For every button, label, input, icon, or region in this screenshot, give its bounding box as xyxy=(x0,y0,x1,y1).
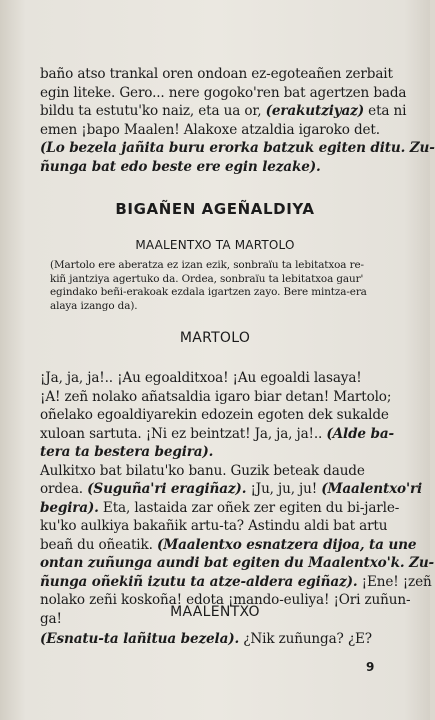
text-line xyxy=(40,84,407,103)
italic-segment: (Maalentxo esnatzera dijoa, ta une xyxy=(156,536,417,553)
text-segment: xuloan sartuta. ¡Ni ez beintzat! Ja, ja, ja!.. xyxy=(40,425,327,442)
text-segment: bildu ta estutu'ko naiz, eta ua or, xyxy=(40,103,266,119)
paragraph-2 xyxy=(40,369,435,628)
text-line xyxy=(40,480,422,499)
stage-direction-line: (Martolo ere aberatza ez izan ezik, sonbraïu ta lebitatxoa re- xyxy=(50,259,364,271)
italic-segment: (Alde ba- xyxy=(326,425,395,442)
text-segment: Eta, lastaida zar oñek zer egiten du bi-jarle- xyxy=(98,499,400,516)
page-number: 9 xyxy=(366,660,375,674)
italic-segment: begira). xyxy=(40,499,99,516)
text-segment: oñelako egoaldiyarekin edozein egoten dek sukalde xyxy=(40,407,389,423)
paragraph-3 xyxy=(40,630,392,649)
text-line xyxy=(40,630,392,649)
stage-direction-line: egindako beñi-erakoak ezdala igartzen zayo. Bere mintza-era xyxy=(50,286,367,299)
text-segment: ga! xyxy=(40,610,62,627)
italic-segment: ñunga bat edo beste ere egin lezake). xyxy=(40,158,321,175)
text-segment: ¿Nik zuñunga? ¿E? xyxy=(239,631,372,647)
italic-segment: (Suguña'ri eragiñaz). xyxy=(87,481,247,497)
text-line xyxy=(40,158,392,177)
text-line xyxy=(40,517,392,536)
act-title: BIGAÑEN AGEÑALDIYA xyxy=(115,200,315,218)
text-segment: ku'ko aulkiya bakañik artu-ta? Astindu aldi bat artu xyxy=(40,518,388,534)
stage-direction xyxy=(50,259,395,313)
text-segment: ¡Ju, ju, ju! xyxy=(246,481,322,497)
text-segment: baño atso trankal oren ondoan ez-egoteañen zerbait xyxy=(40,66,393,82)
italic-segment: (erakutziyaz) xyxy=(265,103,364,119)
text-line xyxy=(40,573,432,592)
text-segment: ¡Ene! ¡zeñ xyxy=(357,573,432,590)
text-line xyxy=(40,121,392,140)
paragraph-1 xyxy=(40,65,435,176)
text-line xyxy=(40,425,395,444)
text-line xyxy=(40,443,392,462)
stage-direction-line: alaya izango da). xyxy=(50,299,138,312)
characters-title: MAALENTXO TA MARTOLO xyxy=(135,238,295,252)
text-line xyxy=(40,369,392,388)
italic-segment: (Esnatu-ta lañitua bezela). xyxy=(40,631,240,647)
text-line xyxy=(40,462,392,481)
italic-segment: ñunga oñekiñ izutu ta atze-aldera egiñaz). xyxy=(40,573,358,590)
italic-segment: ontan zuñunga aundi bat egiten du Maalentxo'k. Zu- xyxy=(40,555,435,571)
text-segment: beañ du oñeatik. xyxy=(40,536,157,553)
text-segment: eta ni xyxy=(364,103,407,119)
text-line xyxy=(40,388,392,407)
text-segment: nolako zeñi koskoña! edota ¡mando-euliya! ¡Ori zuñun- xyxy=(40,592,411,608)
italic-segment: tera ta bestera begira). xyxy=(40,444,214,460)
text-segment: ordea. xyxy=(40,481,88,497)
stage-direction-line: kiñ jantziya agertuko da. Ordea, sonbraïu ta lebitatxoa gaur' xyxy=(50,272,364,285)
text-line xyxy=(40,499,400,518)
text-line xyxy=(40,139,435,158)
text-line xyxy=(40,554,435,573)
italic-segment: (Maalentxo'ri xyxy=(321,481,422,497)
text-segment: ¡A! zeñ nolako añatsaldia igaro biar detan! Martolo; xyxy=(40,388,392,405)
speaker-maalentxo: MAALENTXO xyxy=(170,604,260,620)
text-segment: egin liteke. Gero... nere gogoko'ren bat agertzen bada xyxy=(40,84,407,101)
text-segment: emen ¡bapo Maalen! Alakoxe atzaldia igaroko det. xyxy=(40,121,380,138)
text-segment: ¡Ja, ja, ja!.. ¡Au egoalditxoa! ¡Au egoaldi lasaya! xyxy=(40,370,362,386)
text-line xyxy=(40,406,392,425)
text-line xyxy=(40,65,392,84)
text-line xyxy=(40,536,417,555)
text-line xyxy=(40,102,407,121)
italic-segment: (Lo bezela jañita buru erorka batzuk egiten ditu. Zu- xyxy=(40,140,435,156)
speaker-martolo: MARTOLO xyxy=(179,330,251,346)
text-segment: Aulkitxo bat bilatu'ko banu. Guzik beteak daude xyxy=(40,462,365,479)
